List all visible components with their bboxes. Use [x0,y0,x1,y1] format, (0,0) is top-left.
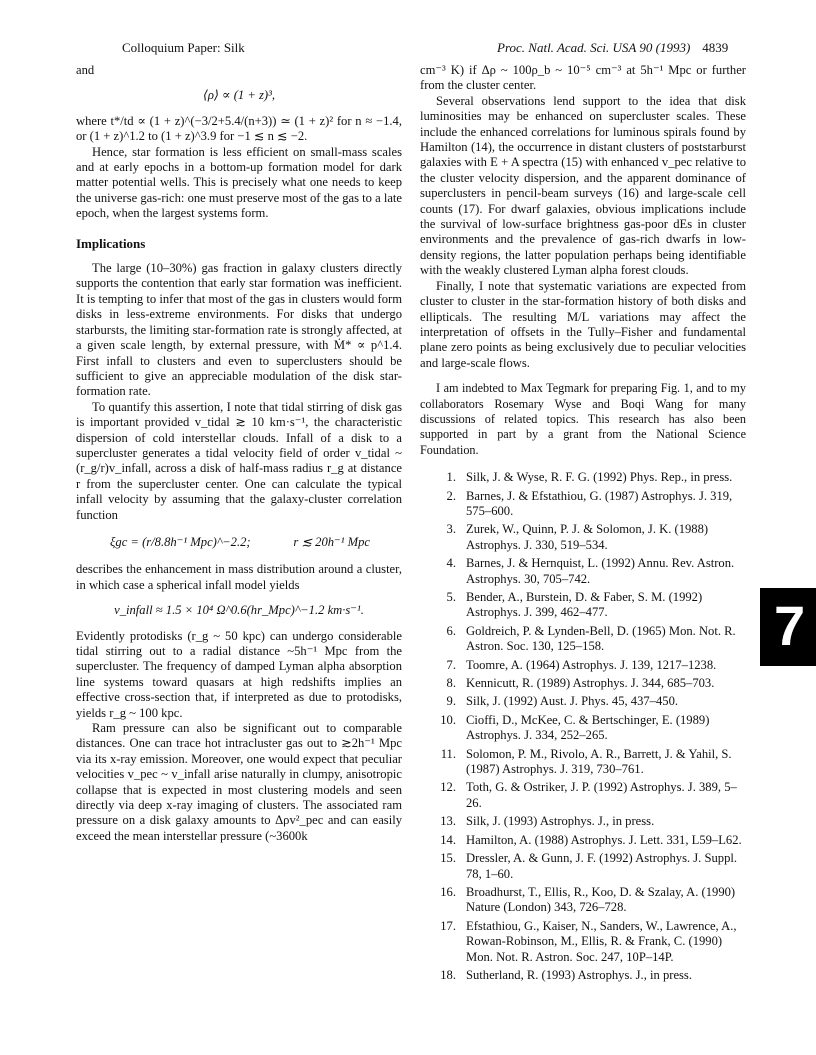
reference-item: 6. Goldreich, P. & Lynden-Bell, D. (1965) Mon. Not. R. Astron. Soc. 130, 125–158. [446,623,736,654]
paragraph: To quantify this assertion, I note that tidal stirring of disk gas is important provided v_tidal ≳ 10 km·s⁻¹, the characteristic dispersion of cold interstellar clouds. Infall of a disk to a supercluster generates a tidal velocity field of order v_tidal ~ (r_g/r)v_infall, across a disk of half-mass radius r_g at distance r from the supercluster center. One can calculate the typical infall velocity by assuming that the galaxy-cluster correlation function [76,399,402,522]
reference-item: 7. Toomre, A. (1964) Astrophys. J. 139, 1217–1238. [446,657,717,672]
reference-item: 13. Silk, J. (1993) Astrophys. J., in press. [440,814,655,829]
paragraph: Hence, star formation is less efficient on small-mass scales and at early epochs in a bottom-up formation model for dark matter potential wells. This is precisely what one needs to keep the universe gas-rich: one must preserve most of the gas to a late epoch, when the largest systems form. [76,144,402,221]
equation-condition: r ≲ 20h⁻¹ Mpc [293,534,370,549]
section-heading: Implications [76,235,146,251]
reference-item: 16. Broadhurst, T., Ellis, R., Koo, D. & Szalay, A. (1990) Nature (London) 343, 726–728. [440,884,736,915]
right-column [420,63,746,996]
equation-infall: v_infall ≈ 1.5 × 10⁴ Ω^0.6(hr_Mpc)^−1.2 km·s⁻¹. [114,603,364,618]
reference-item: 14. Hamilton, A. (1988) Astrophys. J. Lett. 331, L59–L62. [440,832,742,847]
reference-item: 15. Dressler, A. & Gunn, J. F. (1992) Astrophys. J. Suppl. 78, 1–60. [440,851,738,881]
paragraph: Finally, I note that systematic variations are expected from cluster to cluster in the star-formation history of both disks and ellipticals. The resulting M/L variations may affect the interpretation of offsets in the Tully–Fisher and fundamental plane zero points as being exclusively due to peculiar velocities and large-scale flows. [420,278,746,370]
running-head-left: Colloquium Paper: Silk [122,40,245,55]
equation-lhs: ξgc = (r/8.8h⁻¹ Mpc)^−2.2; [110,534,251,549]
section-thumb-tab [760,588,816,666]
paragraph: where t*/td ∝ (1 + z)^(−3/2+5.4/(n+3)) ≃ (1 + z)² for n ≈ −1.4, or (1 + z)^1.2 to (1 + z)^3.9 for −1 ≲ n ≲ −2. [76,113,402,144]
reference-item: 5. Bender, A., Burstein, D. & Faber, S. M. (1992) Astrophys. J. 399, 462–477. [446,590,703,620]
page-number: 4839 [702,40,729,55]
reference-item: 4. Barnes, J. & Hernquist, L. (1992) Annu. Rev. Astron. Astrophys. 30, 705–742. [446,556,735,586]
reference-item: 11. Solomon, P. M., Rivolo, A. R., Barrett, J. & Yahil, S. (1987) Astrophys. J. 319, 730–761. [440,746,732,777]
equation-density: ⟨ρ⟩ ∝ (1 + z)³, [203,88,275,103]
running-head-right [497,40,728,56]
paragraph: describes the enhancement in mass distribution around a cluster, in which case a spherical infall model yields [76,562,402,592]
reference-item: 1. Silk, J. & Wyse, R. F. G. (1992) Phys. Rep., in press. [446,470,733,485]
reference-item: 18. Sutherland, R. (1993) Astrophys. J., in press. [440,967,692,982]
paragraph: cm⁻³ K) if Δρ ~ 100ρ_b ~ 10⁻⁵ cm⁻³ at 5h⁻¹ Mpc or further from the cluster center. [420,63,746,93]
reference-item: 2. Barnes, J. & Efstathiou, G. (1987) Astrophys. J. 319, 575–600. [446,488,733,518]
journal-citation: Proc. Natl. Acad. Sci. USA 90 (1993) [497,40,691,55]
paragraph: The large (10–30%) gas fraction in galaxy clusters directly supports the contention that early star formation was inefficient. It is tempting to infer that most of the gas in clusters would form disks in less-extreme environments. For disks that undergo starbursts, the limiting star-formation rate is strongly affected, at a given scale length, by external pressure, with Ṁ* ∝ p^1.4. First infall to clusters and even to superclusters should be sufficient to give an appreciable modulation of the disk star-formation rate. [76,261,402,399]
paragraph: Several observations lend support to the idea that disk luminosities may be enhanced on supercluster scales. These include the enhanced correlations for luminous spirals found by Hamilton (14), the occurrence in distant clusters of poststarburst galaxies with E + A spectra (15) with enhanced v_pec relative to the cluster velocity dispersion, and the apparent dominance of superclusters in pencil-beam surveys (16) and large-scale cell counts (17). For dwarf galaxies, obvious implications include the survival of low-surface brightness gas-poor dEs in cluster environments and the prevalence of gas-rich dwarfs in low-density regions, the latter population perhaps being identifiable with the weakly clustered Lyman alpha forest clouds. [420,93,746,278]
left-column [76,63,402,844]
paragraph: and [76,63,95,77]
acknowledgments: I am indebted to Max Tegmark for preparing Fig. 1, and to my collaborators Rosemary Wyse and Boqi Wang for many discussions of related topics. This research has also been supported in part by a grant from the National Science Foundation. [420,381,746,457]
reference-list [420,470,746,983]
reference-item: 9. Silk, J. (1992) Aust. J. Phys. 45, 437–450. [446,694,679,709]
reference-item: 10. Cioffi, D., McKee, C. & Bertschinger, E. (1989) Astrophys. J. 334, 252–265. [440,712,710,743]
reference-item: 8. Kennicutt, R. (1989) Astrophys. J. 344, 685–703. [446,676,715,691]
equation-correlation [110,535,370,550]
section-number: 7 [774,594,806,657]
paragraph: Ram pressure can also be significant out to comparable distances. One can trace hot intracluster gas out to ≳2h⁻¹ Mpc via its x-ray emission. Moreover, one would expect that peculiar velocities v_pec ~ v_infall arise naturally in clumpy, anisotropic collapse that is expected in most clustering models and seen directly via deep x-ray imaging of clusters. The associated ram pressure on a disk galaxy amounts to Δρv²_pec and can easily exceed the mean interstellar pressure (~3600k [76,721,402,843]
reference-item: 12. Toth, G. & Ostriker, J. P. (1992) Astrophys. J. 389, 5–26. [440,780,737,810]
reference-item: 3. Zurek, W., Quinn, P. J. & Solomon, J. K. (1988) Astrophys. J. 330, 519–534. [446,522,709,552]
reference-item: 17. Efstathiou, G., Kaiser, N., Sanders, W., Lawrence, A., Rowan-Robinson, M., Ellis, R. & Frank, C. (1990) Mon. Not. R. Astron. Soc. 247, 10P–14P. [440,918,737,964]
paragraph: Evidently protodisks (r_g ~ 50 kpc) can undergo considerable tidal stirring out to a radial distance ~5h⁻¹ Mpc from the supercluster. The frequency of damped Lyman alpha absorption line systems toward quasars at high redshifts implies an effective cross-section that, if interpreted as due to protodisks, yields r_g ~ 100 kpc. [76,628,402,720]
